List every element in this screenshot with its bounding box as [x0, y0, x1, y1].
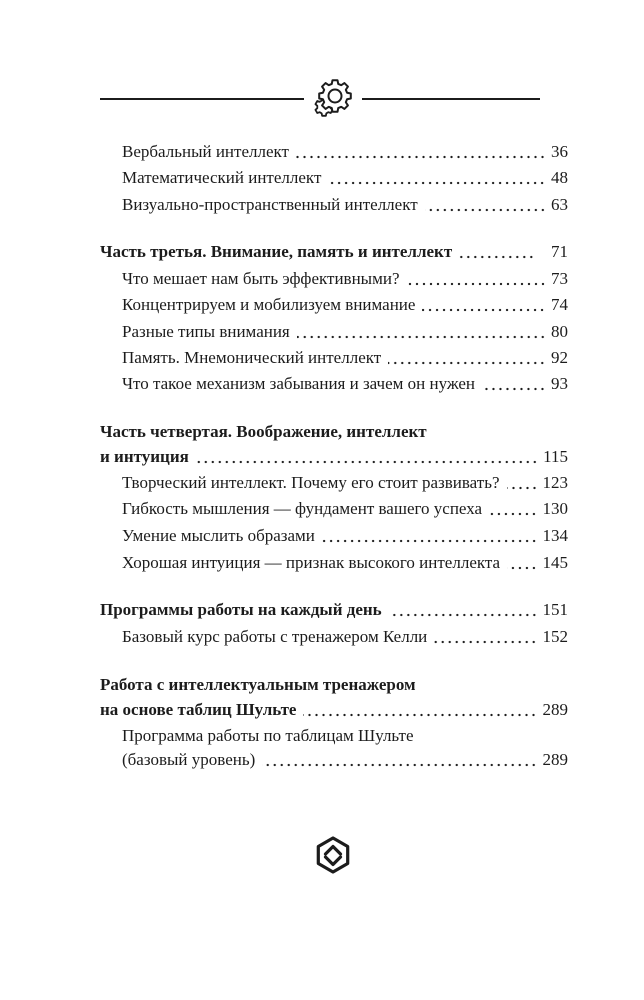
toc-entry-page: 123 — [542, 473, 568, 492]
toc-entry-page: 71 — [551, 242, 568, 261]
toc-entry — [122, 625, 568, 649]
dot-leader — [322, 524, 538, 548]
toc-entry-page: 80 — [551, 322, 568, 341]
toc-part-title-line2: и интуиция — [100, 447, 189, 466]
toc-part-heading — [100, 598, 568, 622]
toc-part-title-line1: Часть четвертая. Воображение, интеллект — [100, 422, 427, 441]
dot-leader — [296, 140, 546, 164]
toc-entry-title: Память. Мнемонический интеллект — [122, 348, 382, 367]
toc-entry — [122, 166, 568, 190]
toc-entry-page: 115 — [543, 447, 568, 466]
toc-entry-page: 63 — [551, 195, 568, 214]
toc-entry-title: Творческий интеллект. Почему его стоит развивать? — [122, 473, 500, 492]
toc-entry-title: Хорошая интуиция — признак высокого интеллекта — [122, 553, 501, 572]
toc-entry-page: 134 — [542, 526, 568, 545]
toc-entry-title: Визуально-пространственный интеллект — [122, 195, 418, 214]
toc-entry — [122, 724, 568, 748]
dot-leader — [389, 598, 538, 622]
toc-entry-page: 36 — [551, 142, 568, 161]
dot-leader — [459, 240, 535, 264]
toc-entry-page: 289 — [542, 750, 568, 769]
toc-entry — [122, 471, 568, 495]
toc-entry-page: 151 — [542, 600, 568, 619]
dot-leader — [328, 166, 546, 190]
toc-entry-title: Умение мыслить образами — [122, 526, 315, 545]
toc-entry-page: 92 — [551, 348, 568, 367]
dot-leader — [507, 471, 538, 495]
toc-entry-page: 130 — [542, 499, 568, 518]
toc-entry-page: 289 — [542, 700, 568, 719]
dot-leader — [303, 698, 537, 722]
toc-part-title: Часть третья. Внимание, память и интеллект — [100, 242, 453, 261]
dot-leader — [262, 748, 537, 772]
dot-leader — [425, 193, 546, 217]
toc-entry — [122, 346, 568, 370]
header-rule-left — [100, 98, 304, 100]
gear-icon — [311, 77, 355, 121]
toc-entry — [122, 524, 568, 548]
toc-entry-title-line1: Программа работы по таблицам Шульте — [122, 726, 414, 745]
toc-entry — [122, 320, 568, 344]
toc-entry-title-line2: (базовый уровень) — [122, 750, 256, 769]
toc-part-heading — [100, 698, 568, 722]
dot-leader — [489, 497, 537, 521]
toc-entry-page: 74 — [551, 295, 568, 314]
toc-part-heading — [100, 240, 568, 264]
dot-leader — [482, 372, 546, 396]
toc-entry-title: Что мешает нам быть эффективными? — [122, 269, 400, 288]
toc-entry-page: 93 — [551, 374, 568, 393]
toc-entry — [122, 293, 568, 317]
toc-entry — [122, 748, 568, 772]
toc-part-heading — [100, 445, 568, 469]
toc-entry-page: 145 — [542, 553, 568, 572]
toc-entry — [122, 140, 568, 164]
toc-entry — [122, 193, 568, 217]
dot-leader — [388, 346, 546, 370]
toc-entry — [122, 551, 568, 575]
toc-entry — [122, 267, 568, 291]
toc-entry-title: Математический интеллект — [122, 168, 322, 187]
dot-leader — [297, 320, 546, 344]
toc-part-heading — [100, 673, 568, 697]
toc-entry-page: 152 — [542, 627, 568, 646]
header-rule-right — [362, 98, 540, 100]
toc-entry-title: Концентрируем и мобилизуем внимание — [122, 295, 416, 314]
toc-entry — [122, 497, 568, 521]
toc-part-title-line2: на основе таблиц Шульте — [100, 700, 297, 719]
toc-part-title-line1: Работа с интеллектуальным тренажером — [100, 675, 416, 694]
toc-entry-page: 48 — [551, 168, 568, 187]
toc-entry-page: 73 — [551, 269, 568, 288]
toc-entry-title: Базовый курс работы с тренажером Келли — [122, 627, 428, 646]
toc-part-title: Программы работы на каждый день — [100, 600, 382, 619]
dot-leader — [196, 445, 538, 469]
dot-leader — [407, 267, 546, 291]
dot-leader — [434, 625, 537, 649]
toc-entry-title: Гибкость мышления — фундамент вашего успеха — [122, 499, 483, 518]
toc-entry-title: Что такое механизм забывания и зачем он нужен — [122, 374, 476, 393]
toc-entry-title: Вербальный интеллект — [122, 142, 289, 161]
dot-leader — [422, 293, 546, 317]
dot-leader — [507, 551, 537, 575]
publisher-logo-icon — [313, 835, 353, 875]
toc-entry — [122, 372, 568, 396]
toc-part-heading — [100, 420, 568, 444]
toc-entry-title: Разные типы внимания — [122, 322, 290, 341]
